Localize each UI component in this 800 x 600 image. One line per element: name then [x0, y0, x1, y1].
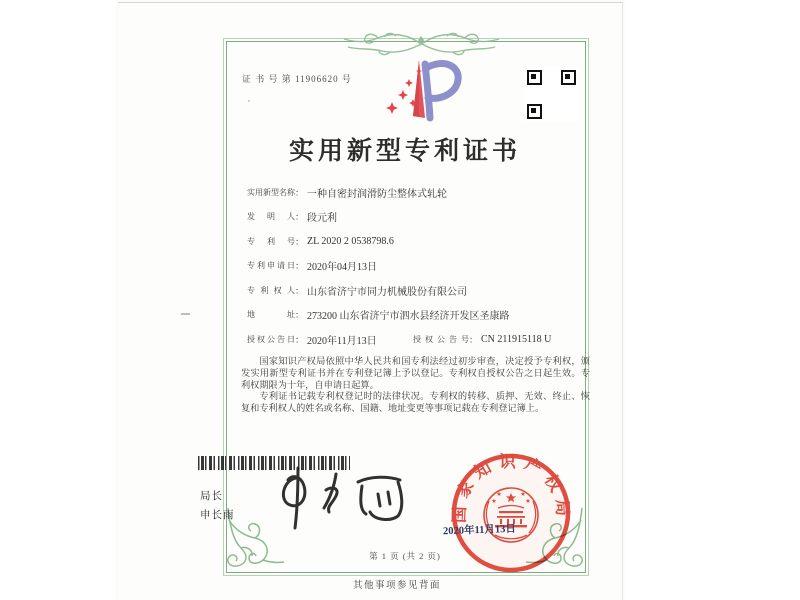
qr-finder-icon: [561, 70, 576, 85]
field-label: 专利权人: [247, 285, 295, 295]
qr-code-icon: [527, 70, 576, 119]
field-value: 2020年04月13日: [307, 262, 378, 274]
field-colon: ：: [295, 285, 305, 296]
field-row-patent-no: [247, 229, 587, 254]
scan-artifact-dash: [181, 313, 190, 315]
field-row-inventor: [247, 205, 587, 230]
field-colon: ：: [295, 212, 305, 223]
field-colon: ：: [469, 334, 479, 345]
cnipa-logo-icon: [372, 56, 468, 128]
legal-paragraph-1: 国家知识产权局依照中华人民共和国专利法经过初步审查，决定授予专利权，颁发实用新型专利证书并在专利登记簿上予以登记。专利权自授权公告之日起生效。专利权期限为十年，自申请日起算。: [241, 356, 590, 390]
field-row-grant: [247, 327, 587, 352]
director-signature-icon: [262, 464, 417, 532]
field-value: 山东省济宁市同力机械股份有限公司: [307, 286, 468, 298]
certificate-number: 证 书 号 第 11906620 号: [242, 74, 352, 84]
field-label: 专利申请日: [247, 261, 295, 271]
qr-finder-icon: [527, 70, 542, 85]
seal-date: 2020年11月13日: [442, 523, 517, 538]
back-note: 其他事项参见背面: [352, 581, 441, 591]
field-colon: ：: [295, 334, 305, 345]
field-colon: ：: [295, 310, 305, 321]
field-label: 地址: [247, 310, 295, 320]
director-name: 申长雨: [200, 510, 235, 521]
page-number: 第 1 页 (共 2 页): [369, 551, 441, 561]
field-value: 段元利: [307, 213, 338, 225]
legal-text: [241, 356, 590, 415]
certificate-fields: [247, 180, 587, 352]
field-row-address: [247, 303, 587, 328]
director-title: 局长: [200, 491, 223, 502]
certificate-title: 实用新型专利证书: [288, 138, 521, 165]
qr-finder-icon: [527, 104, 542, 119]
field-colon: ：: [295, 187, 305, 198]
field-row-name: [247, 180, 587, 205]
field-value: ZL 2020 2 0538798.6: [307, 235, 394, 247]
field-row-patentee: [247, 278, 587, 303]
field-colon: ：: [295, 236, 305, 247]
field-label: 授权公告日: [247, 334, 295, 344]
seal-arc-text: 国家知识产权局: [449, 451, 573, 524]
field-label: 专利号: [247, 236, 295, 246]
field-label: 发明人: [247, 212, 295, 222]
field-label: 实用新型名称: [247, 187, 295, 197]
grant-no-value: CN 211915118 U: [481, 333, 552, 345]
field-row-filing-date: [247, 254, 587, 279]
field-colon: ：: [295, 261, 305, 272]
field-value: 一种自密封润滑防尘整体式轧轮: [307, 188, 448, 200]
field-value: 273200 山东省济宁市泗水县经济开发区圣康路: [307, 311, 510, 323]
scan-artifact-dot: [248, 100, 250, 102]
legal-paragraph-2: 专利证书记载专利权登记时的法律状况。专利权的转移、质押、无效、终止、恢复和专利权人的姓名或名称、国籍、地址变更等事项记载在专利登记簿上。: [241, 391, 590, 414]
field-label: 授权公告号: [413, 334, 469, 344]
grant-date-value: 2020年11月13日: [307, 335, 377, 347]
